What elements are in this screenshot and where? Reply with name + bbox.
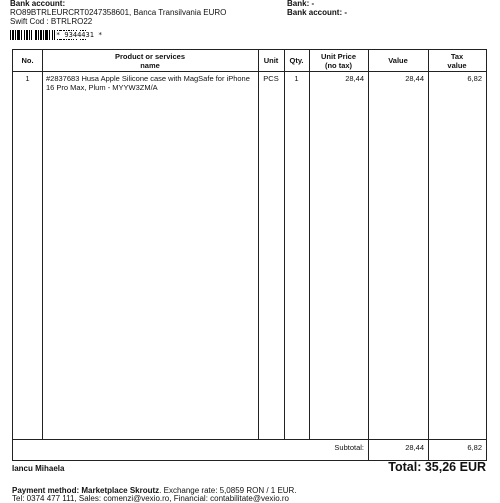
row-tax: 6,82 <box>467 74 482 83</box>
col-divider <box>309 50 310 439</box>
header-product-line2: name <box>140 61 160 70</box>
invoice-total: Total: 35,26 EUR <box>388 460 486 474</box>
row-unit-price: 28,44 <box>345 74 364 83</box>
buyer-bank-account: Bank account: - <box>287 8 348 17</box>
row-qty: 1 <box>294 74 299 83</box>
col-divider <box>258 50 259 439</box>
col-divider <box>428 50 429 439</box>
header-product <box>42 52 258 70</box>
col-divider <box>284 50 285 439</box>
header-tax <box>428 52 486 70</box>
subtotal-tax: 6,82 <box>467 443 482 452</box>
seller-swift-code: Swift Cod : BTRLRO22 <box>10 17 93 26</box>
row-product-line1: #2837683 Husa Apple Silicone case with MagSafe for iPhone <box>46 74 250 83</box>
header-no: No. <box>21 56 34 65</box>
subtotal-divider <box>13 439 486 440</box>
signatory-name: Iancu Mihaela <box>12 464 65 473</box>
row-no: 1 <box>25 74 30 83</box>
row-product <box>46 74 258 92</box>
subtotal-label: Subtotal: <box>334 443 364 452</box>
header-unit-price <box>309 52 368 70</box>
row-value: 28,44 <box>405 74 424 83</box>
seller-bank-account-value: RO89BTRLEURCRT0247358601, Banca Transilvania EURO <box>10 8 227 17</box>
subtotal-value: 28,44 <box>405 443 424 452</box>
row-unit: PCS <box>263 74 279 83</box>
payment-method: Payment method: Marketplace Skroutz <box>12 486 160 495</box>
header-tax-line1: Tax <box>450 52 464 61</box>
col-divider <box>42 50 43 439</box>
col-divider <box>368 50 369 439</box>
seller-bank-account-label: Bank account: <box>10 0 66 8</box>
exchange-rate: . Exchange rate: 5,0859 RON / 1 EUR. <box>159 486 297 495</box>
row-product-line2: 16 Pro Max, Plum - MYYW3ZM/A <box>46 83 158 92</box>
header-unit-price-line2: (no tax) <box>324 61 353 70</box>
header-unit: Unit <box>263 56 279 65</box>
barcode-text: * 9344431 * <box>56 31 103 39</box>
header-product-line1: Product or services <box>114 52 186 61</box>
header-qty: Qty. <box>289 56 304 65</box>
header-tax-line2: value <box>447 61 467 70</box>
buyer-bank: Bank: - <box>287 0 315 8</box>
items-table <box>12 49 487 461</box>
header-unit-price-line1: Unit Price <box>320 52 356 61</box>
contact-info: Tel: 0374 477 111, Sales: comenzi@vexio.ro, Financial: contabilitate@vexio.ro <box>12 494 289 503</box>
header-divider <box>13 71 486 72</box>
header-value: Value <box>388 56 408 65</box>
